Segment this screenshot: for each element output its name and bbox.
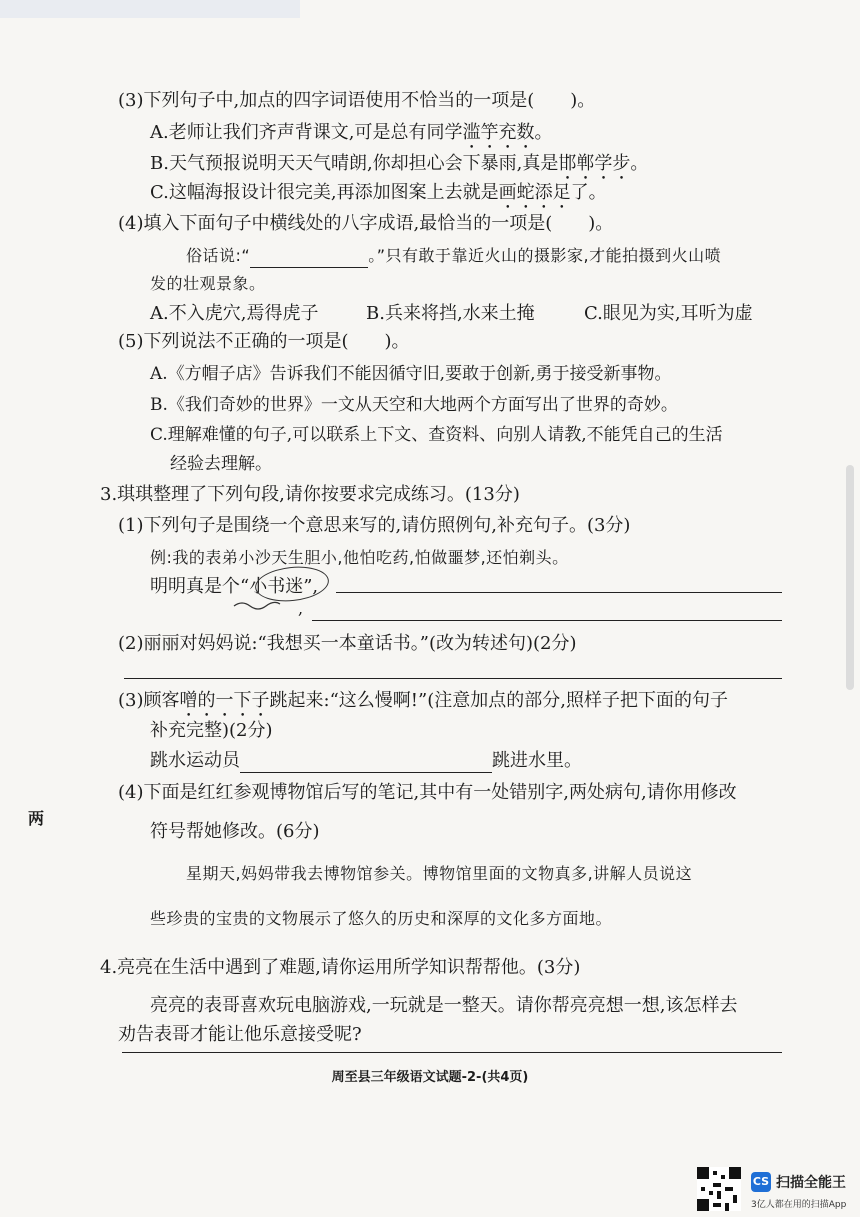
q3-1-prompt: 明明真是个“小书迷”, (150, 576, 319, 597)
q2-4-option-c: C.眼见为实,耳听为虚 (584, 303, 753, 324)
scrollbar[interactable] (846, 465, 854, 690)
q2-4-option-a: A.不入虎穴,焉得虎子 (150, 303, 319, 324)
dotted-word: 噌的一下子 (179, 690, 270, 711)
q3-4-stem: (4)下面是红红参观博物馆后写的笔记,其中有一处错别字,两处病句,请你用修改 (118, 782, 737, 803)
pen-squiggle-mark (232, 598, 282, 612)
q2-4-quote: 俗话说:“ 。”只有敢于靠近火山的摄影家,才能拍摄到火山喷 (186, 244, 721, 268)
page-footer: 周至县三年级语文试题-2-(共4页) (331, 1070, 529, 1085)
q2-5-option-c-line2: 经验去理解。 (170, 454, 272, 474)
answer-blank[interactable] (250, 247, 368, 268)
camscanner-logo-icon: CS (751, 1172, 771, 1192)
q3-2-stem: (2)丽丽对妈妈说:“我想买一本童话书。”(改为转述句)(2分) (118, 633, 577, 654)
dotted-word: 滥竽充数 (462, 122, 535, 143)
answer-line[interactable] (312, 620, 782, 621)
binding-margin-mark: 两 (28, 809, 45, 828)
q2-3-option-b: B.天气预报说明天天气晴朗,你却担心会下暴雨,真是邯郸学步。 (150, 153, 649, 174)
scanner-tagline: 3亿人都在用的扫描App (751, 1200, 847, 1210)
q2-5-option-a: A.《方帽子店》告诉我们不能因循守旧,要敢于创新,勇于接受新事物。 (150, 364, 672, 384)
answer-line[interactable] (122, 1052, 782, 1053)
q2-4-option-b: B.兵来将挡,水来土掩 (366, 303, 535, 324)
q3-title: 3.琪琪整理了下列句段,请你按要求完成练习。(13分) (100, 484, 520, 505)
q4-body-line2: 劝告表哥才能让他乐意接受呢? (118, 1024, 362, 1045)
handwritten-comma: , (298, 599, 304, 618)
qr-code-icon (697, 1167, 741, 1211)
q2-5-option-b: B.《我们奇妙的世界》一文从天空和大地两个方面写出了世界的奇妙。 (150, 395, 678, 415)
q2-3-stem: (3)下列句子中,加点的四字词语使用不恰当的一项是( )。 (118, 90, 596, 111)
q2-3-option-c: C.这幅海报设计很完美,再添加图案上去就是画蛇添足了。 (150, 182, 607, 203)
q2-5-stem: (5)下列说法不正确的一项是( )。 (118, 331, 410, 352)
q4-body-line1: 亮亮的表哥喜欢玩电脑游戏,一玩就是一整天。请你帮亮亮想一想,该怎样去 (150, 995, 738, 1016)
dotted-word: 画蛇添足 (498, 182, 571, 203)
q2-3-option-a: A.老师让我们齐声背课文,可是总有同学滥竽充数。 (150, 122, 553, 143)
q3-4-stem-line2: 符号帮她修改。(6分) (150, 821, 320, 842)
q3-3-stem: (3)顾客噌的一下子跳起来:“这么慢啊!”(注意加点的部分,照样子把下面的句子 (118, 690, 728, 711)
scanner-app-name: 扫描全能王 (776, 1175, 846, 1191)
q2-4-quote-line2: 发的壮观景象。 (150, 274, 266, 293)
q3-3-stem-line2: 补充完整)(2分) (150, 720, 273, 741)
q4-title: 4.亮亮在生活中遇到了难题,请你运用所学知识帮帮他。(3分) (100, 957, 581, 978)
answer-line[interactable] (336, 592, 782, 593)
answer-blank[interactable] (240, 752, 492, 773)
museum-note-line1: 星期天,妈妈带我去博物馆参关。博物馆里面的文物真多,讲解人员说这 (186, 864, 693, 883)
q3-1-stem: (1)下列句子是围绕一个意思来写的,请仿照例句,补充句子。(3分) (118, 515, 631, 536)
q2-5-option-c-line1: C.理解难懂的句子,可以联系上下文、查资料、向别人请教,不能凭自己的生活 (150, 425, 723, 445)
q2-4-stem: (4)填入下面句子中横线处的八字成语,最恰当的一项是( )。 (118, 213, 614, 234)
q3-3-fill: 跳水运动员 跳进水里。 (150, 750, 582, 771)
museum-note-line2: 些珍贵的宝贵的文物展示了悠久的历史和深厚的文化多方面地。 (150, 909, 613, 928)
dotted-word: 邯郸学步 (558, 153, 631, 174)
q3-1-example: 例:我的表弟小沙天生胆小,他怕吃药,怕做噩梦,还怕剃头。 (150, 548, 569, 567)
answer-line[interactable] (124, 678, 782, 679)
